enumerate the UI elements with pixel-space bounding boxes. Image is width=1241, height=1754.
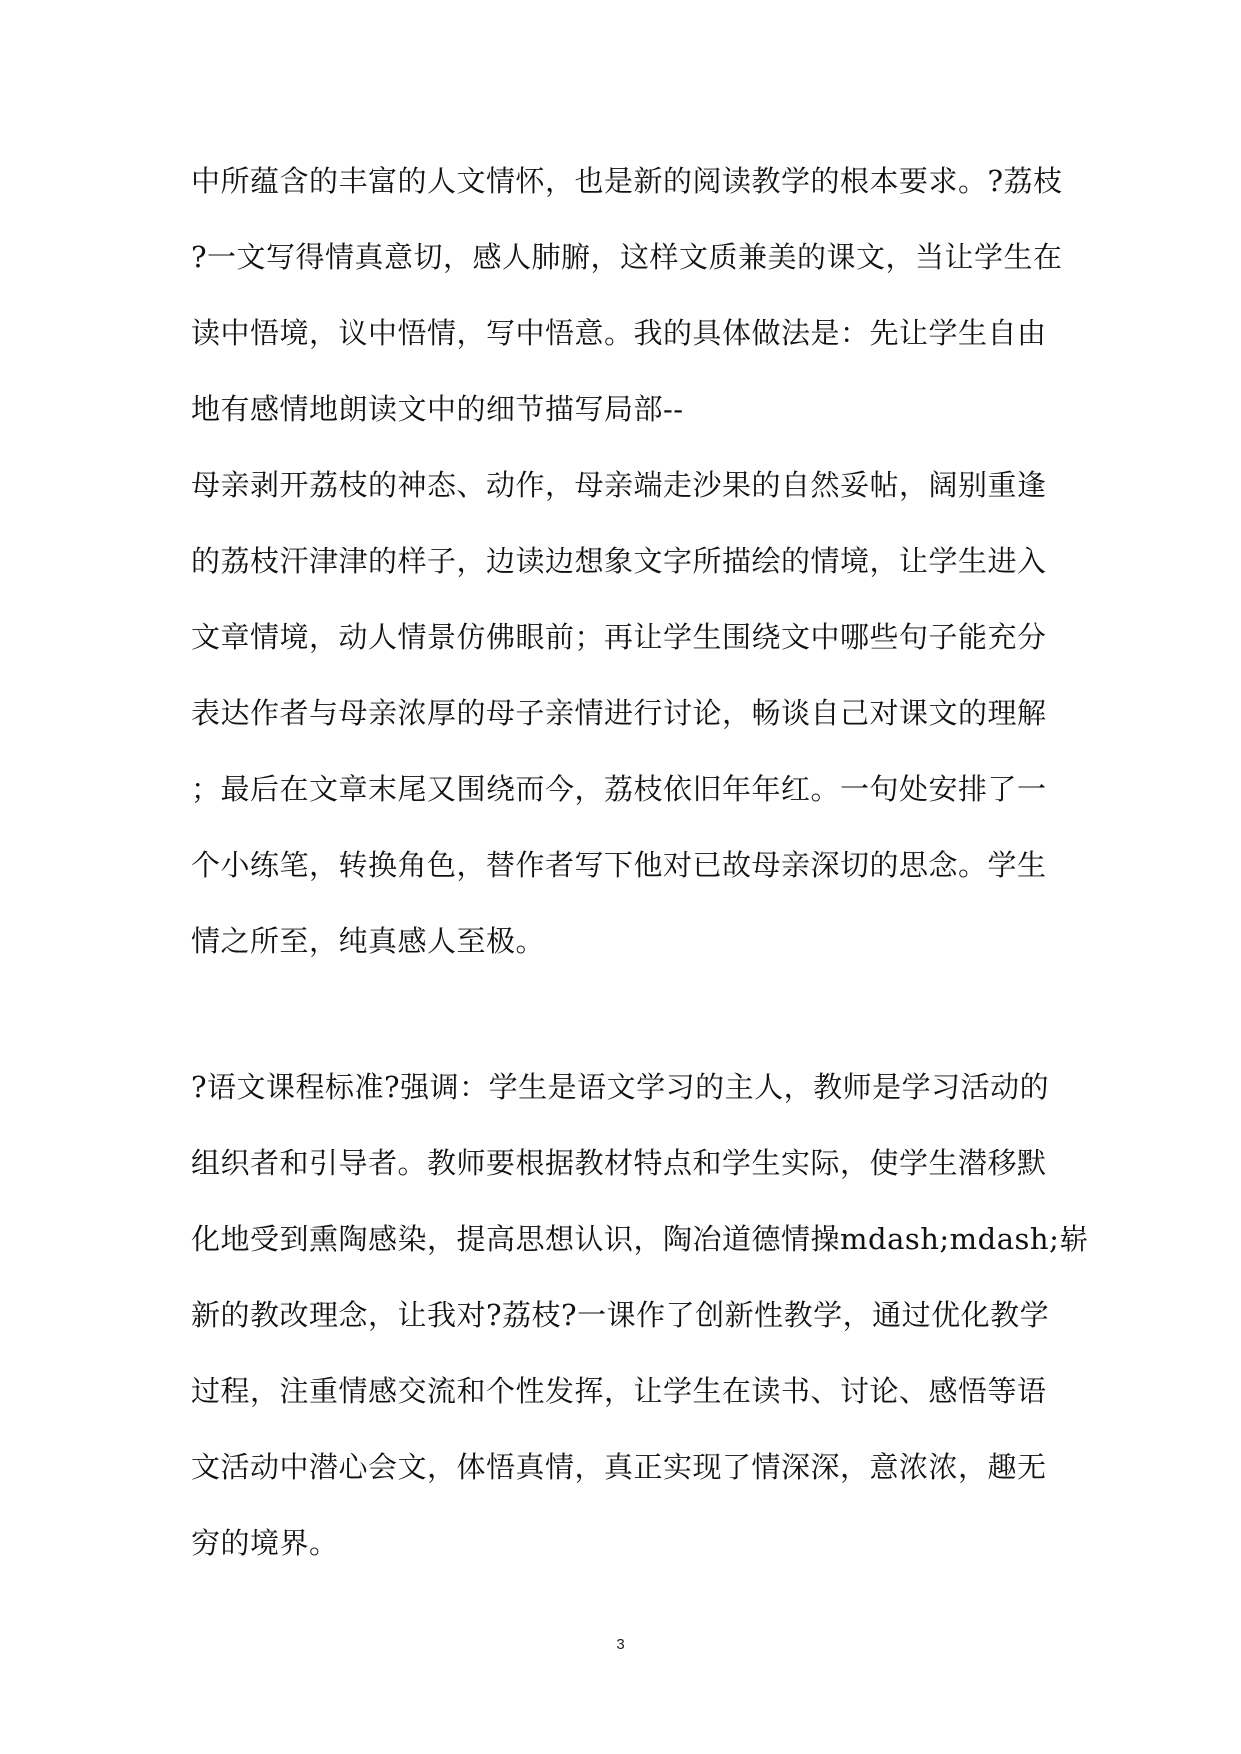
text-line: 新的教改理念，让我对?荔枝?一课作了创新性教学，通过优化教学 bbox=[191, 1298, 1050, 1332]
paragraph-2 bbox=[191, 1049, 1089, 1581]
text-line: ；最后在文章末尾又围绕而今，荔枝依旧年年红。一句处安排了一 bbox=[191, 772, 1047, 806]
text-line: ?语文课程标准?强调：学生是语文学习的主人，教师是学习活动的 bbox=[191, 1070, 1050, 1104]
text-line: 读中悟境，议中悟情，写中悟意。我的具体做法是：先让学生自由 bbox=[191, 316, 1047, 350]
text-line: 化地受到熏陶感染，提高思想认识，陶冶道德情操mdash;mdash;崭 bbox=[191, 1222, 1089, 1256]
text-line: 过程，注重情感交流和个性发挥，让学生在读书、讨论、感悟等语 bbox=[191, 1374, 1047, 1408]
text-line: 中所蕴含的丰富的人文情怀，也是新的阅读教学的根本要求。?荔枝 bbox=[191, 164, 1063, 198]
text-line: 的荔枝汗津津的样子，边读边想象文字所描绘的情境，让学生进入 bbox=[191, 544, 1047, 578]
text-line: 母亲剥开荔枝的神态、动作，母亲端走沙果的自然妥帖，阔别重逢 bbox=[191, 468, 1047, 502]
paragraph-1 bbox=[191, 143, 1071, 979]
text-line: 穷的境界。 bbox=[191, 1526, 339, 1560]
text-line: ?一文写得情真意切，感人肺腑，这样文质兼美的课文，当让学生在 bbox=[191, 240, 1063, 274]
text-line: 表达作者与母亲浓厚的母子亲情进行讨论，畅谈自己对课文的理解 bbox=[191, 696, 1047, 730]
text-line: 个小练笔，转换角色，替作者写下他对已故母亲深切的思念。学生 bbox=[191, 848, 1047, 882]
text-line: 文章情境，动人情景仿佛眼前；再让学生围绕文中哪些句子能充分 bbox=[191, 620, 1047, 654]
text-line: 情之所至，纯真感人至极。 bbox=[191, 924, 546, 958]
page-number: 3 bbox=[616, 1636, 625, 1653]
text-line: 地有感情地朗读文中的细节描写局部-- bbox=[191, 392, 684, 426]
text-line: 组织者和引导者。教师要根据教材特点和学生实际，使学生潜移默 bbox=[191, 1146, 1047, 1180]
text-line: 文活动中潜心会文，体悟真情，真正实现了情深深，意浓浓，趣无 bbox=[191, 1450, 1047, 1484]
